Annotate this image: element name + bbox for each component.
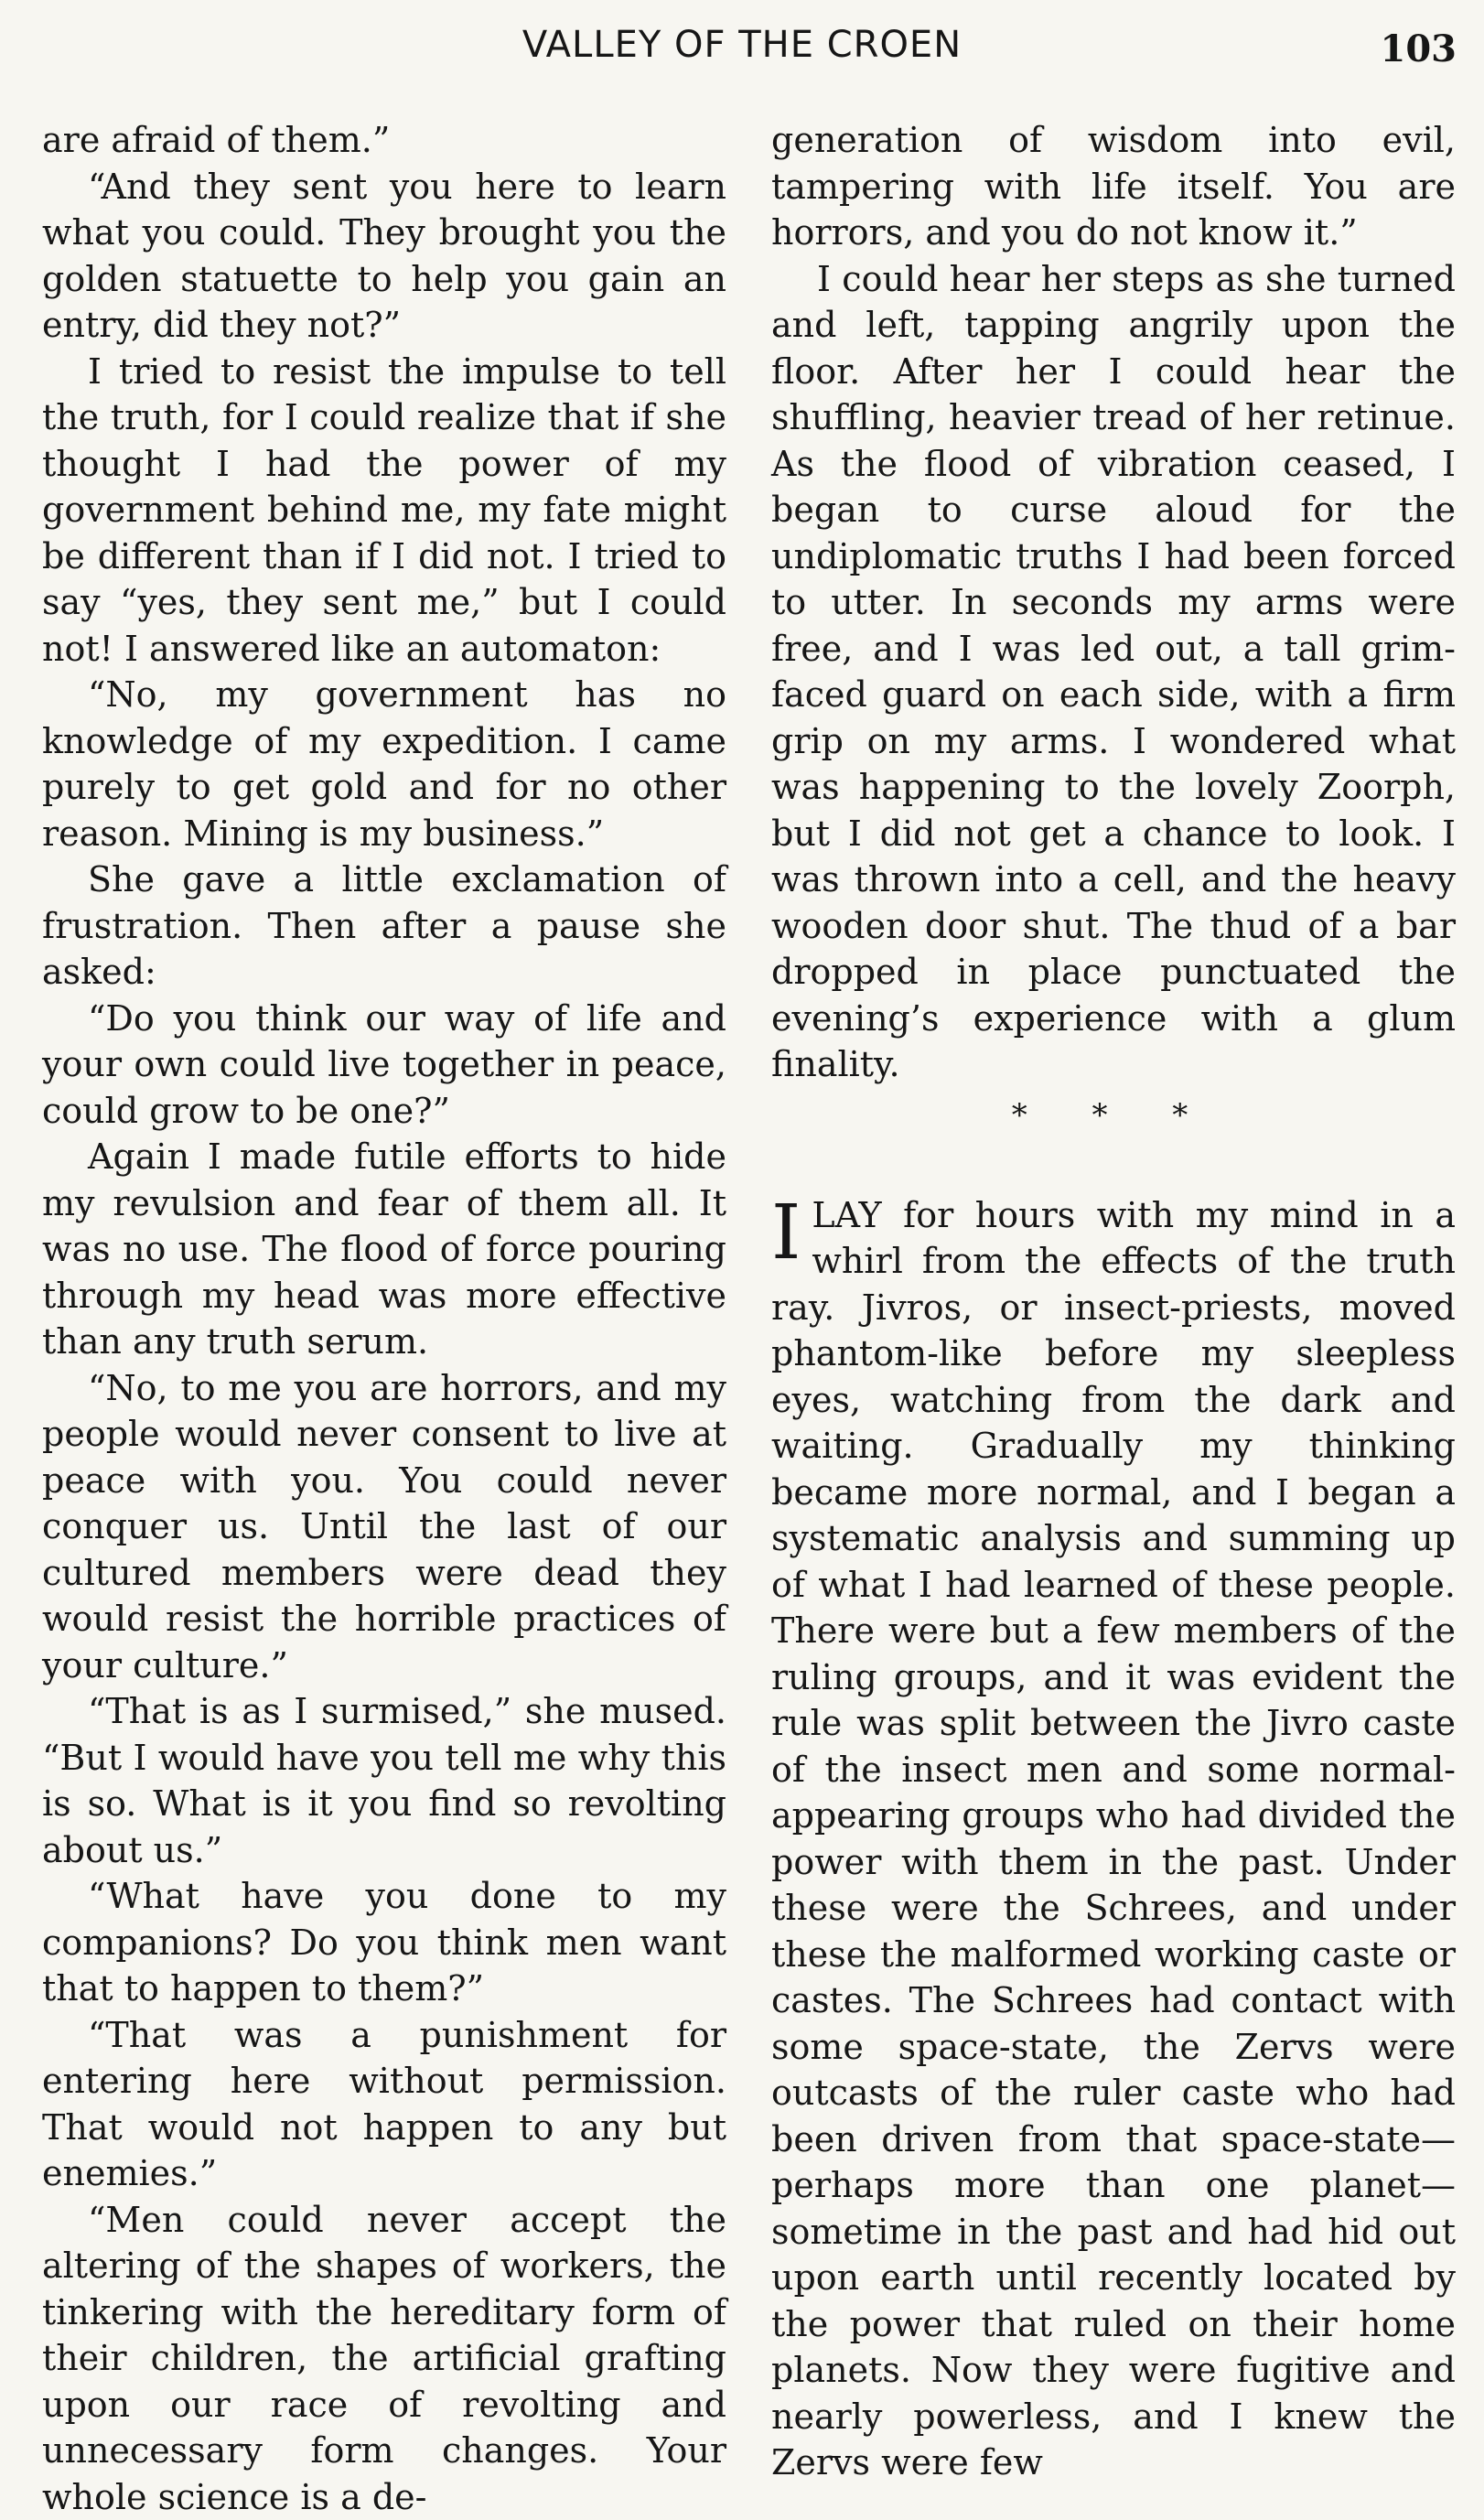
running-head (0, 24, 1484, 79)
paragraph: “No, to me you are horrors, and my people would never consent to live at peace with you. You could never conquer us. Until the last of our cultured members were dead they would resist the horrible practices of your culture.” (42, 1365, 726, 1689)
drop-cap: I (771, 1198, 801, 1269)
paragraph: Again I made futile efforts to hide my revulsion and fear of them all. It was no use. The flood of force pouring through my head was more effective than any truth serum. (42, 1134, 726, 1365)
left-column (42, 117, 726, 2520)
paragraph: “What have you done to my companions? Do you think men want that to happen to them?” (42, 1873, 726, 2012)
paragraph: I could hear her steps as she turned and left, tapping angrily upon the floor. After her I could hear the shuffling, heavier tread of her retinue. As the flood of vibration ceased, I began to curse aloud for the undiplomatic truths I had been forced to utter. In seconds my arms were free, and I was led out, a tall grim-faced guard on each side, with a firm grip on my arms. I wondered what was happening to the lovely Zoorph, but I did not get a chance to look. I was thrown into a cell, and the heavy wooden door shut. The thud of a bar dropped in place punctuated the evening’s experience with a glum finality. (771, 256, 1456, 1088)
paragraph: “That is as I surmised,” she mused. “But I would have you tell me why this is so. What is it you find so revolting about us.” (42, 1688, 726, 1873)
right-column (771, 117, 1456, 2486)
paragraph: I tried to resist the impulse to tell the truth, for I could realize that if she thought I had the power of my government behind me, my fate might be different than if I did not. I tried to say “yes, they sent me,” but I could not! I answered like an automaton: (42, 349, 726, 673)
section-separator: * * * (771, 1097, 1456, 1134)
paragraph: “Do you think our way of life and your own could live together in peace, could grow to be one?” (42, 996, 726, 1135)
paragraph: “No, my government has no knowledge of my expedition. I came purely to get gold and for no other reason. Mining is my business.” (42, 672, 726, 856)
dropcap-paragraph (771, 1192, 1456, 2486)
paragraph: “And they sent you here to learn what you could. They brought you the golden statuette to help you gain an entry, did they not?” (42, 164, 726, 349)
paragraph: are afraid of them.” (42, 117, 726, 164)
running-title: VALLEY OF THE CROEN (0, 24, 1484, 66)
paragraph: “That was a punishment for entering here without permission. That would not happen to any but enemies.” (42, 2012, 726, 2197)
paragraph: generation of wisdom into evil, tampering with life itself. You are horrors, and you do not know it.” (771, 117, 1456, 256)
paragraph: “Men could never accept the altering of the shapes of workers, the tinkering with the hereditary form of their children, the artificial grafting upon our race of revolting and unnecessary form changes. Your whole science is a de- (42, 2197, 726, 2520)
dropcap-paragraph-text: LAY for hours with my mind in a whirl from the effects of the truth ray. Jivros, or insect-priests, moved phantom-like before my sleepless eyes, watching from the dark and waiting. Gradually my thinking became more normal, and I began a systematic analysis and summing up of what I had learned of these people. There were but a few members of the ruling groups, and it was evident the rule was split between the Jivro caste of the insect men and some normal-appearing groups who had divided the power with them in the past. Under these were the Schrees, and under these the malformed working caste or castes. The Schrees had contact with some space-state, the Zervs were outcasts of the ruler caste who had been driven from that space-state—perhaps more than one planet—sometime in the past and had hid out upon earth until recently located by the power that ruled on their home planets. Now they were fugitive and nearly powerless, and I knew the Zervs were few (771, 1195, 1456, 2483)
paragraph: She gave a little exclamation of frustration. Then after a pause she asked: (42, 856, 726, 996)
page-number: 103 (1381, 27, 1457, 70)
